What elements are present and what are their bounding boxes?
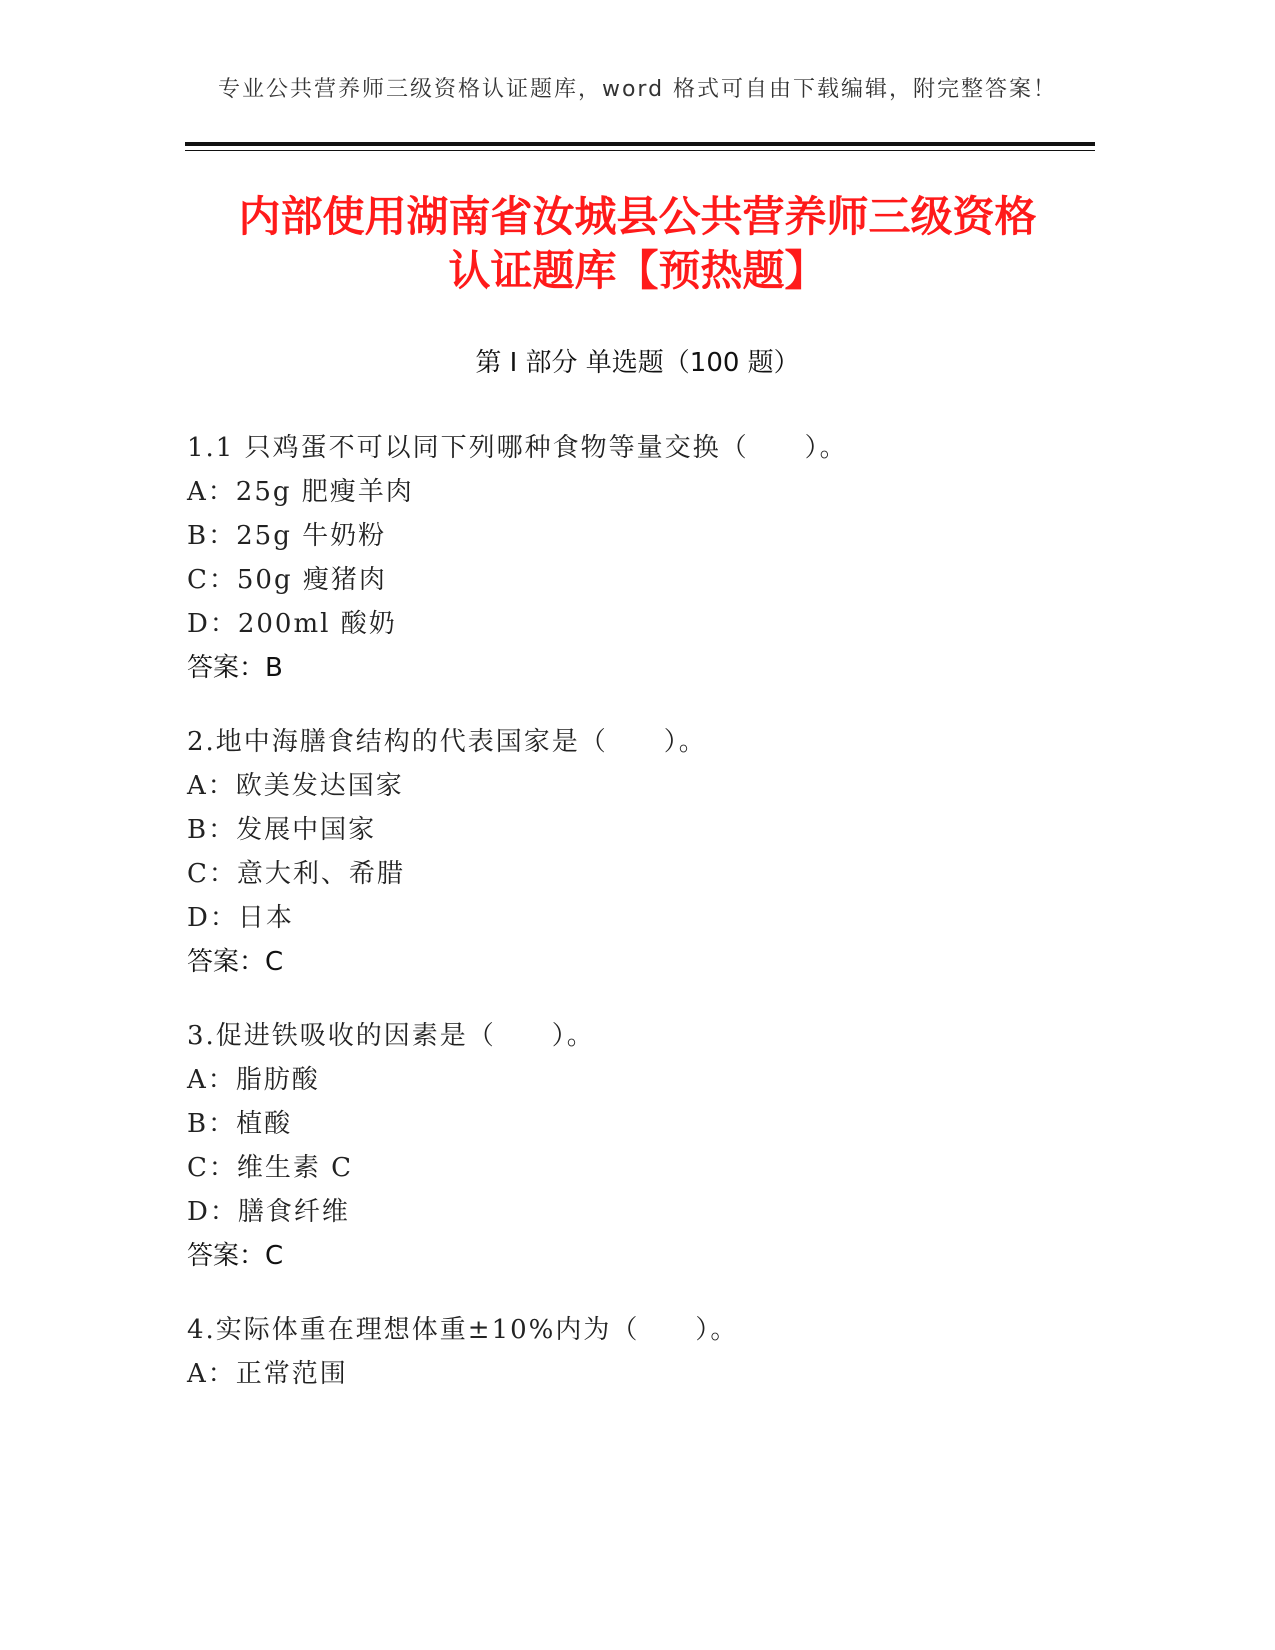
question-3: [187, 1014, 1087, 1278]
option-c: C：维生素 C: [187, 1153, 354, 1183]
document-title-line-1: 内部使用湖南省汝城县公共营养师三级资格: [238, 192, 1037, 241]
document-title: [150, 190, 1125, 298]
answer-line: 答案：C: [187, 1241, 284, 1271]
option-a: A：25g 肥瘦羊肉: [187, 477, 414, 507]
document-title-line-2: 认证题库【预热题】: [448, 246, 827, 295]
header-rule-thick: [185, 142, 1095, 146]
option-b: B：发展中国家: [187, 815, 377, 845]
option-a: A：脂肪酸: [187, 1065, 320, 1095]
option-d: D：200ml 酸奶: [187, 609, 397, 639]
header-note: 专业公共营养师三级资格认证题库，word 格式可自由下载编辑，附完整答案！: [217, 77, 1058, 102]
option-d: D：膳食纤维: [187, 1197, 350, 1227]
question-stem: 2.地中海膳食结构的代表国家是（ ）。: [187, 727, 707, 757]
answer-line: 答案：C: [187, 947, 284, 977]
question-4: [187, 1308, 1087, 1396]
option-b: B：植酸: [187, 1109, 293, 1139]
question-list: [187, 426, 1087, 1426]
option-a: A：正常范围: [187, 1359, 348, 1389]
header-rule-thin: [185, 150, 1095, 151]
option-d: D：日本: [187, 903, 294, 933]
option-b: B：25g 牛奶粉: [187, 521, 387, 551]
question-2: [187, 720, 1087, 984]
section-title: 第 I 部分 单选题（100 题）: [475, 348, 800, 378]
question-stem: 3.促进铁吸收的因素是（ ）。: [187, 1021, 595, 1051]
option-c: C：意大利、希腊: [187, 859, 405, 889]
option-a: A：欧美发达国家: [187, 771, 404, 801]
answer-line: 答案：B: [187, 653, 283, 683]
question-stem: 1.1 只鸡蛋不可以同下列哪种食物等量交换（ ）。: [187, 433, 848, 463]
question-stem: 4.实际体重在理想体重±10%内为（ ）。: [187, 1315, 739, 1345]
question-1: [187, 426, 1087, 690]
option-c: C：50g 瘦猪肉: [187, 565, 387, 595]
